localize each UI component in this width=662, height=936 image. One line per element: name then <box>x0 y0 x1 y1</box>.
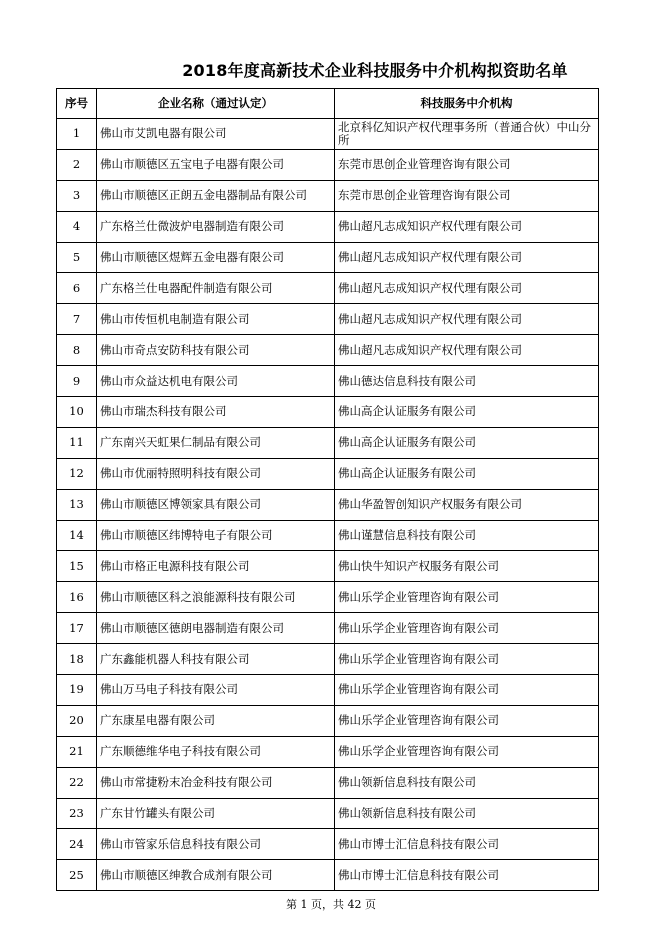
row-seq: 3 <box>57 180 97 211</box>
row-agency: 佛山快牛知识产权服务有限公司 <box>335 551 599 582</box>
row-seq: 15 <box>57 551 97 582</box>
row-seq: 18 <box>57 644 97 675</box>
row-agency: 佛山超凡志成知识产权代理有限公司 <box>335 304 599 335</box>
row-agency: 佛山乐学企业管理咨询有限公司 <box>335 613 599 644</box>
row-company: 佛山市顺德区科之浪能源科技有限公司 <box>97 582 335 613</box>
row-company: 广东康星电器有限公司 <box>97 705 335 736</box>
row-company: 广东格兰仕电器配件制造有限公司 <box>97 273 335 304</box>
table-row <box>57 582 599 613</box>
row-agency: 佛山谨慧信息科技有限公司 <box>335 520 599 551</box>
table-row <box>57 798 599 829</box>
table-header-row <box>57 89 599 119</box>
table-row <box>57 736 599 767</box>
row-agency: 佛山领新信息科技有限公司 <box>335 798 599 829</box>
row-seq: 7 <box>57 304 97 335</box>
row-agency: 佛山乐学企业管理咨询有限公司 <box>335 582 599 613</box>
row-seq: 11 <box>57 427 97 458</box>
row-agency: 佛山超凡志成知识产权代理有限公司 <box>335 335 599 366</box>
table-row <box>57 180 599 211</box>
row-agency: 东莞市思创企业管理咨询有限公司 <box>335 180 599 211</box>
table-row <box>57 767 599 798</box>
row-company: 佛山市艾凯电器有限公司 <box>97 119 335 150</box>
page-title: 2018年度高新技术企业科技服务中介机构拟资助名单 <box>182 61 568 80</box>
row-agency: 佛山超凡志成知识产权代理有限公司 <box>335 211 599 242</box>
row-company: 佛山市众益达机电有限公司 <box>97 366 335 397</box>
table-row <box>57 489 599 520</box>
header-seq: 序号 <box>57 89 97 119</box>
row-company: 广东格兰仕微波炉电器制造有限公司 <box>97 211 335 242</box>
row-company: 佛山市顺德区五宝电子电器有限公司 <box>97 149 335 180</box>
table-row <box>57 458 599 489</box>
row-seq: 2 <box>57 149 97 180</box>
table-row <box>57 119 599 150</box>
row-agency: 佛山领新信息科技有限公司 <box>335 767 599 798</box>
row-company: 佛山市常捷粉末冶金科技有限公司 <box>97 767 335 798</box>
row-agency: 佛山高企认证服务有限公司 <box>335 458 599 489</box>
page-footer: 第 1 页，共 42 页 <box>286 898 376 911</box>
row-seq: 5 <box>57 242 97 273</box>
table-row <box>57 860 599 891</box>
header-agency: 科技服务中介机构 <box>335 89 599 119</box>
row-seq: 24 <box>57 829 97 860</box>
funding-list-table <box>56 88 599 891</box>
table-row <box>57 273 599 304</box>
table-row <box>57 335 599 366</box>
table-row <box>57 149 599 180</box>
row-agency: 佛山华盈智创知识产权服务有限公司 <box>335 489 599 520</box>
row-company: 佛山市瑞杰科技有限公司 <box>97 397 335 428</box>
table-row <box>57 304 599 335</box>
row-agency: 佛山市博士汇信息科技有限公司 <box>335 829 599 860</box>
row-company: 佛山市格正电源科技有限公司 <box>97 551 335 582</box>
table-row <box>57 613 599 644</box>
row-seq: 12 <box>57 458 97 489</box>
row-seq: 13 <box>57 489 97 520</box>
table-row <box>57 520 599 551</box>
table-row <box>57 829 599 860</box>
table-row <box>57 427 599 458</box>
row-company: 佛山市优丽特照明科技有限公司 <box>97 458 335 489</box>
row-seq: 8 <box>57 335 97 366</box>
table-row <box>57 551 599 582</box>
row-agency: 佛山市博士汇信息科技有限公司 <box>335 860 599 891</box>
table-row <box>57 211 599 242</box>
row-company: 佛山市顺德区正朗五金电器制品有限公司 <box>97 180 335 211</box>
row-seq: 22 <box>57 767 97 798</box>
header-company: 企业名称（通过认定） <box>97 89 335 119</box>
row-agency: 佛山乐学企业管理咨询有限公司 <box>335 705 599 736</box>
row-seq: 16 <box>57 582 97 613</box>
row-seq: 17 <box>57 613 97 644</box>
row-company: 佛山市顺德区绅教合成剂有限公司 <box>97 860 335 891</box>
row-seq: 9 <box>57 366 97 397</box>
row-agency: 东莞市思创企业管理咨询有限公司 <box>335 149 599 180</box>
row-agency: 佛山高企认证服务有限公司 <box>335 427 599 458</box>
row-company: 佛山市管家乐信息科技有限公司 <box>97 829 335 860</box>
row-seq: 23 <box>57 798 97 829</box>
row-company: 佛山市传恒机电制造有限公司 <box>97 304 335 335</box>
row-company: 佛山市奇点安防科技有限公司 <box>97 335 335 366</box>
table-body <box>57 119 599 891</box>
row-seq: 20 <box>57 705 97 736</box>
row-seq: 14 <box>57 520 97 551</box>
row-seq: 25 <box>57 860 97 891</box>
row-agency: 佛山超凡志成知识产权代理有限公司 <box>335 242 599 273</box>
row-agency: 北京科亿知识产权代理事务所（普通合伙）中山分所 <box>335 119 599 150</box>
table-row <box>57 675 599 706</box>
row-company: 佛山市顺德区纬博特电子有限公司 <box>97 520 335 551</box>
row-seq: 21 <box>57 736 97 767</box>
row-company: 佛山市顺德区煜辉五金电器有限公司 <box>97 242 335 273</box>
row-agency: 佛山乐学企业管理咨询有限公司 <box>335 675 599 706</box>
row-seq: 1 <box>57 119 97 150</box>
row-seq: 4 <box>57 211 97 242</box>
row-company: 广东甘竹罐头有限公司 <box>97 798 335 829</box>
row-company: 佛山市顺德区德朗电器制造有限公司 <box>97 613 335 644</box>
row-agency: 佛山高企认证服务有限公司 <box>335 397 599 428</box>
row-seq: 6 <box>57 273 97 304</box>
row-agency: 佛山乐学企业管理咨询有限公司 <box>335 736 599 767</box>
row-seq: 19 <box>57 675 97 706</box>
row-agency: 佛山超凡志成知识产权代理有限公司 <box>335 273 599 304</box>
table-row <box>57 397 599 428</box>
row-company: 广东顺德维华电子科技有限公司 <box>97 736 335 767</box>
row-company: 广东鑫能机器人科技有限公司 <box>97 644 335 675</box>
row-agency: 佛山德达信息科技有限公司 <box>335 366 599 397</box>
row-company: 广东南兴天虹果仁制品有限公司 <box>97 427 335 458</box>
table-row <box>57 242 599 273</box>
table-row <box>57 366 599 397</box>
row-agency: 佛山乐学企业管理咨询有限公司 <box>335 644 599 675</box>
table-row <box>57 644 599 675</box>
table-row <box>57 705 599 736</box>
row-company: 佛山市顺德区博领家具有限公司 <box>97 489 335 520</box>
row-company: 佛山万马电子科技有限公司 <box>97 675 335 706</box>
row-seq: 10 <box>57 397 97 428</box>
